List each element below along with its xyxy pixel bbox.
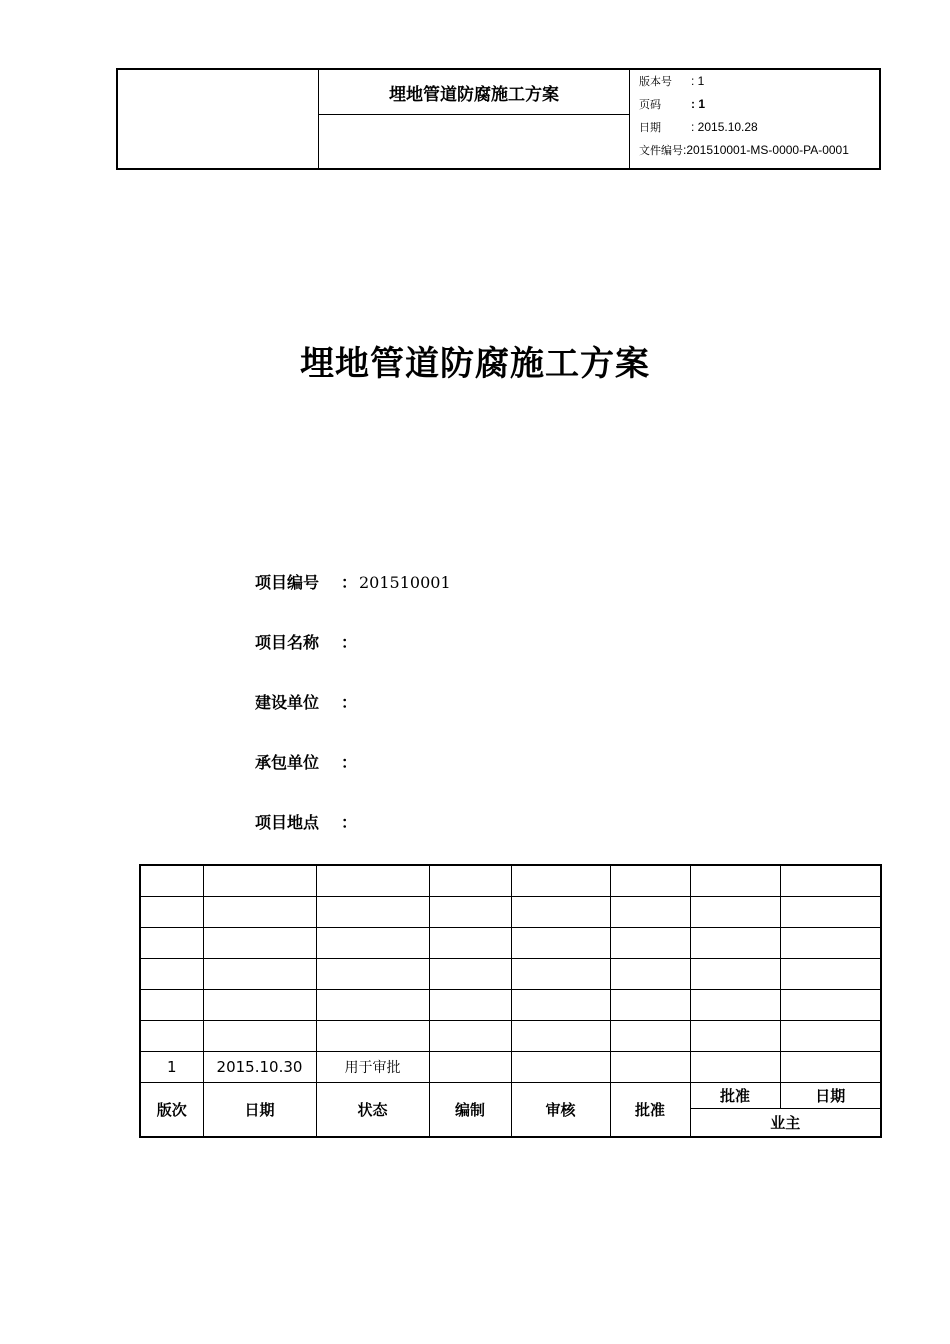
header-meta	[630, 69, 881, 169]
status-cell: 用于审批	[316, 1052, 429, 1083]
version-value: : 1	[691, 74, 705, 88]
header-status: 状态	[316, 1083, 429, 1138]
info-value: 201510001	[359, 573, 451, 592]
table-header-row	[140, 1083, 881, 1109]
header-blank-cell	[319, 115, 630, 170]
info-colon: ：	[341, 753, 358, 772]
date-value: : 2015.10.28	[691, 120, 758, 134]
document-title: 埋地管道防腐施工方案	[300, 344, 650, 384]
info-colon: ：	[341, 693, 358, 712]
prepared-cell	[429, 1052, 511, 1083]
info-label: 项目编号	[255, 573, 320, 592]
header-approved: 批准	[610, 1083, 690, 1138]
logo-cell	[117, 69, 319, 169]
table-row	[140, 1021, 881, 1052]
table-row	[140, 865, 881, 897]
date-label: 日期	[639, 121, 661, 134]
page-value: : 1	[691, 97, 706, 111]
info-colon: ：	[341, 633, 358, 652]
version-line	[630, 70, 879, 93]
info-row-location	[255, 810, 359, 833]
header-checked: 审核	[511, 1083, 610, 1138]
info-row-contractor	[255, 750, 359, 773]
info-row-owner	[255, 690, 359, 713]
checked-cell	[511, 1052, 610, 1083]
info-colon: ：	[341, 573, 358, 592]
info-label: 项目地点	[255, 813, 320, 832]
info-row-project-name	[255, 630, 359, 653]
info-label: 项目名称	[255, 633, 320, 652]
doc-no-value: :201510001-MS-0000-PA-0001	[683, 143, 849, 157]
rev-cell: 1	[140, 1052, 203, 1083]
header-date: 日期	[203, 1083, 316, 1138]
table-row	[140, 990, 881, 1021]
header-table	[116, 68, 881, 170]
date-cell: 2015.10.30	[203, 1052, 316, 1083]
page-label: 页码	[639, 98, 661, 111]
doc-no-label: 文件编号	[639, 144, 683, 157]
header-title: 埋地管道防腐施工方案	[319, 69, 630, 115]
table-row	[140, 959, 881, 990]
approved-cell	[610, 1052, 690, 1083]
doc-no-line	[630, 139, 879, 162]
info-colon: ：	[341, 813, 358, 832]
table-row	[140, 1052, 881, 1083]
owner-approved-cell	[690, 1052, 780, 1083]
owner-date-cell	[780, 1052, 881, 1083]
date-line	[630, 116, 879, 139]
header-owner: 业主	[690, 1109, 881, 1138]
page-line	[630, 93, 879, 116]
header-owner-approve: 批准	[690, 1083, 780, 1109]
info-row-project-no	[255, 570, 451, 593]
header-owner-date: 日期	[780, 1083, 881, 1109]
revision-table	[139, 864, 882, 1138]
header-rev: 版次	[140, 1083, 203, 1138]
table-row	[140, 897, 881, 928]
table-row	[140, 928, 881, 959]
info-label: 承包单位	[255, 753, 320, 772]
header-prepared: 编制	[429, 1083, 511, 1138]
info-label: 建设单位	[255, 693, 320, 712]
version-label: 版本号	[639, 75, 672, 88]
